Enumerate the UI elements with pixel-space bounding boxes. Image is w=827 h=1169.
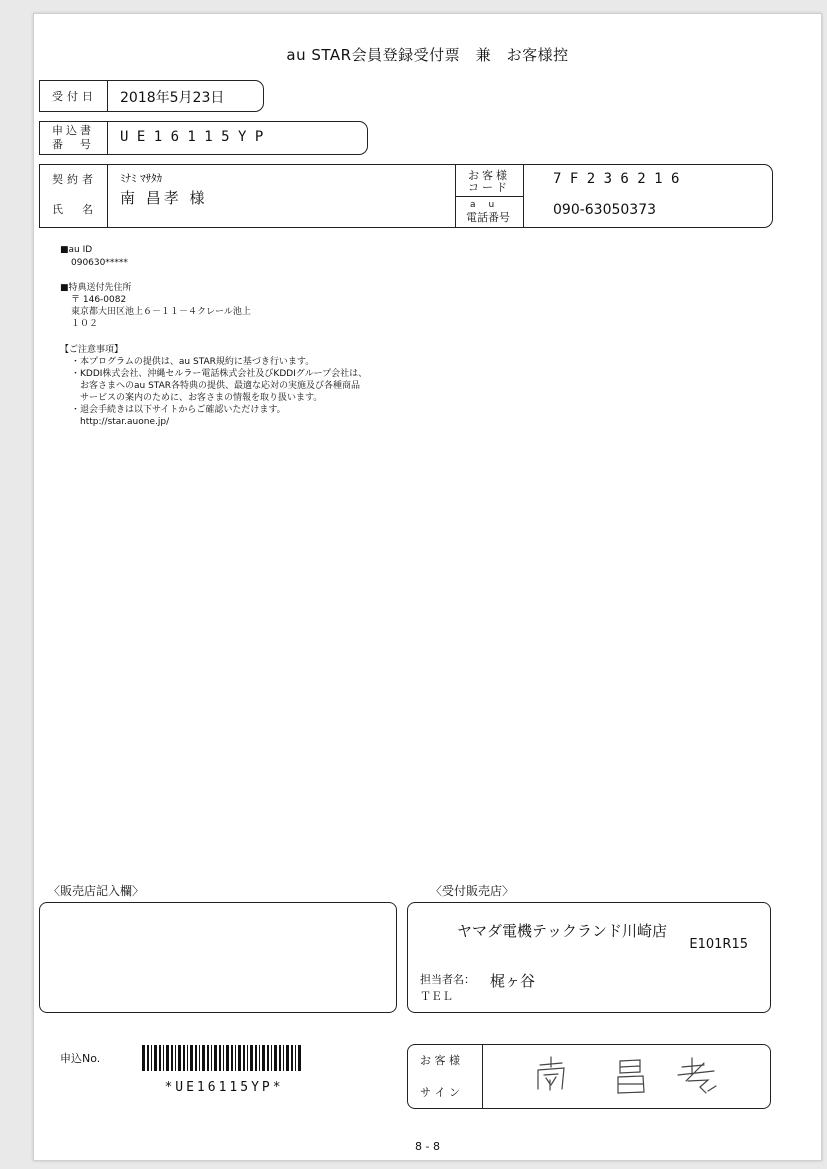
barcode-bar <box>147 1045 149 1071</box>
barcode-bar <box>279 1045 281 1071</box>
barcode-bar <box>142 1045 145 1071</box>
phone-value: 090-63050373 <box>553 202 657 218</box>
store-name: ヤマダ電機テックランド川崎店 <box>457 922 668 940</box>
staff-name: 梶ヶ谷 <box>490 972 536 990</box>
barcode-bar <box>163 1045 164 1071</box>
barcode-bar <box>291 1045 293 1071</box>
name-label: 氏 名 <box>52 203 97 216</box>
tel-label: ＴＥＬ <box>420 990 453 1003</box>
customer-code-value: 7 F 2 3 6 2 1 6 <box>553 171 680 187</box>
barcode-bar <box>226 1045 229 1071</box>
handwritten-signature <box>532 1053 732 1097</box>
au-id-value: 090630***** <box>71 258 128 268</box>
barcode-bar <box>195 1045 197 1071</box>
address-line2: １０２ <box>71 319 99 329</box>
document-title: au STAR会員登録受付票 兼 お客様控 <box>286 46 569 64</box>
barcode-bar <box>190 1045 193 1071</box>
barcode-bar <box>166 1045 169 1071</box>
note-url: http://star.auone.jp/ <box>71 417 170 427</box>
barcode-bar <box>274 1045 277 1071</box>
contract-box <box>39 164 773 228</box>
application-number-value: U E 1 6 1 1 5 Y P <box>120 129 264 145</box>
barcode-bar <box>262 1045 265 1071</box>
application-number-label-2: 番 号 <box>52 138 94 151</box>
phone-label-1: a u <box>470 200 497 210</box>
barcode-bar <box>283 1045 284 1071</box>
note-line: サービスの案内のために、お客さまの情報を取り扱います。 <box>71 393 323 403</box>
reception-date-value: 2018年5月23日 <box>120 90 225 106</box>
address-heading: ■特典送付先住所 <box>60 283 132 293</box>
barcode-bar <box>175 1045 176 1071</box>
barcode-bar <box>214 1045 217 1071</box>
barcode-text: *UE16115YP* <box>164 1080 284 1095</box>
document-page <box>33 13 822 1161</box>
application-number-box <box>39 121 368 155</box>
barcode-bar <box>271 1045 272 1071</box>
store-entry-label: 〈販売店記入欄〉 <box>48 884 145 898</box>
barcode-bar <box>298 1045 301 1071</box>
store-code: E101R15 <box>689 937 748 952</box>
customer-code-label-1: お客様 <box>468 169 510 182</box>
receiving-store-label: 〈受付販売店〉 <box>430 884 515 898</box>
store-entry-box <box>39 902 397 1013</box>
customer-code-label-2: コード <box>468 181 510 194</box>
barcode-bar <box>211 1045 212 1071</box>
application-no-label: 申込No. <box>60 1052 101 1065</box>
contractor-label: 契約者 <box>52 173 97 186</box>
barcode-bar <box>243 1045 245 1071</box>
barcode-bar <box>238 1045 241 1071</box>
barcode-bar <box>207 1045 209 1071</box>
barcode-bar <box>151 1045 152 1071</box>
signature-label-1: お 客 様 <box>420 1054 460 1067</box>
application-number-label-1: 申込書 <box>52 124 94 137</box>
contractor-kana: ﾐﾅﾐ ﾏｻﾀｶ <box>120 172 162 185</box>
contractor-name: 南 昌孝 様 <box>120 189 208 207</box>
barcode-bar <box>178 1045 181 1071</box>
barcode-bar <box>247 1045 248 1071</box>
barcode-bar <box>183 1045 185 1071</box>
barcode-bar <box>250 1045 253 1071</box>
barcode <box>142 1045 304 1082</box>
barcode-bar <box>202 1045 205 1071</box>
signature-box <box>407 1044 771 1109</box>
address-line1: 東京都大田区池上６－１１－４クレール池上 <box>71 307 251 317</box>
barcode-bar <box>235 1045 236 1071</box>
barcode-bar <box>231 1045 233 1071</box>
staff-label: 担当者名： <box>420 973 475 986</box>
barcode-bar <box>295 1045 296 1071</box>
au-id-heading: ■au ID <box>60 245 93 255</box>
barcode-bar <box>171 1045 173 1071</box>
notes-heading: 【ご注意事項】 <box>60 345 124 355</box>
address-postal: 〒 146-0082 <box>71 295 127 305</box>
receiving-store-box <box>407 902 771 1013</box>
page-number: 8 - 8 <box>415 1140 440 1153</box>
phone-label-2: 電話番号 <box>466 211 510 224</box>
barcode-bar <box>154 1045 157 1071</box>
barcode-bar <box>255 1045 257 1071</box>
note-line: ・本プログラムの提供は、au STAR規約に基づき行います。 <box>71 357 315 367</box>
reception-date-box <box>39 80 264 112</box>
barcode-bar <box>219 1045 221 1071</box>
signature-label-2: サ イ ン <box>420 1086 460 1099</box>
barcode-bar <box>159 1045 161 1071</box>
barcode-bar <box>187 1045 188 1071</box>
barcode-bar <box>223 1045 224 1071</box>
note-line: お客さまへのau STAR各特典の提供、最適な応対の実施及び各種商品 <box>71 381 361 391</box>
barcode-bar <box>286 1045 289 1071</box>
note-line: ・退会手続きは以下サイトからご確認いただけます。 <box>71 405 286 415</box>
barcode-bar <box>259 1045 260 1071</box>
barcode-bar <box>199 1045 200 1071</box>
barcode-bar <box>267 1045 269 1071</box>
note-line: ・KDDI株式会社、沖縄セルラー電話株式会社及びKDDIグループ会社は、 <box>71 369 368 379</box>
reception-date-label: 受付日 <box>52 90 97 103</box>
